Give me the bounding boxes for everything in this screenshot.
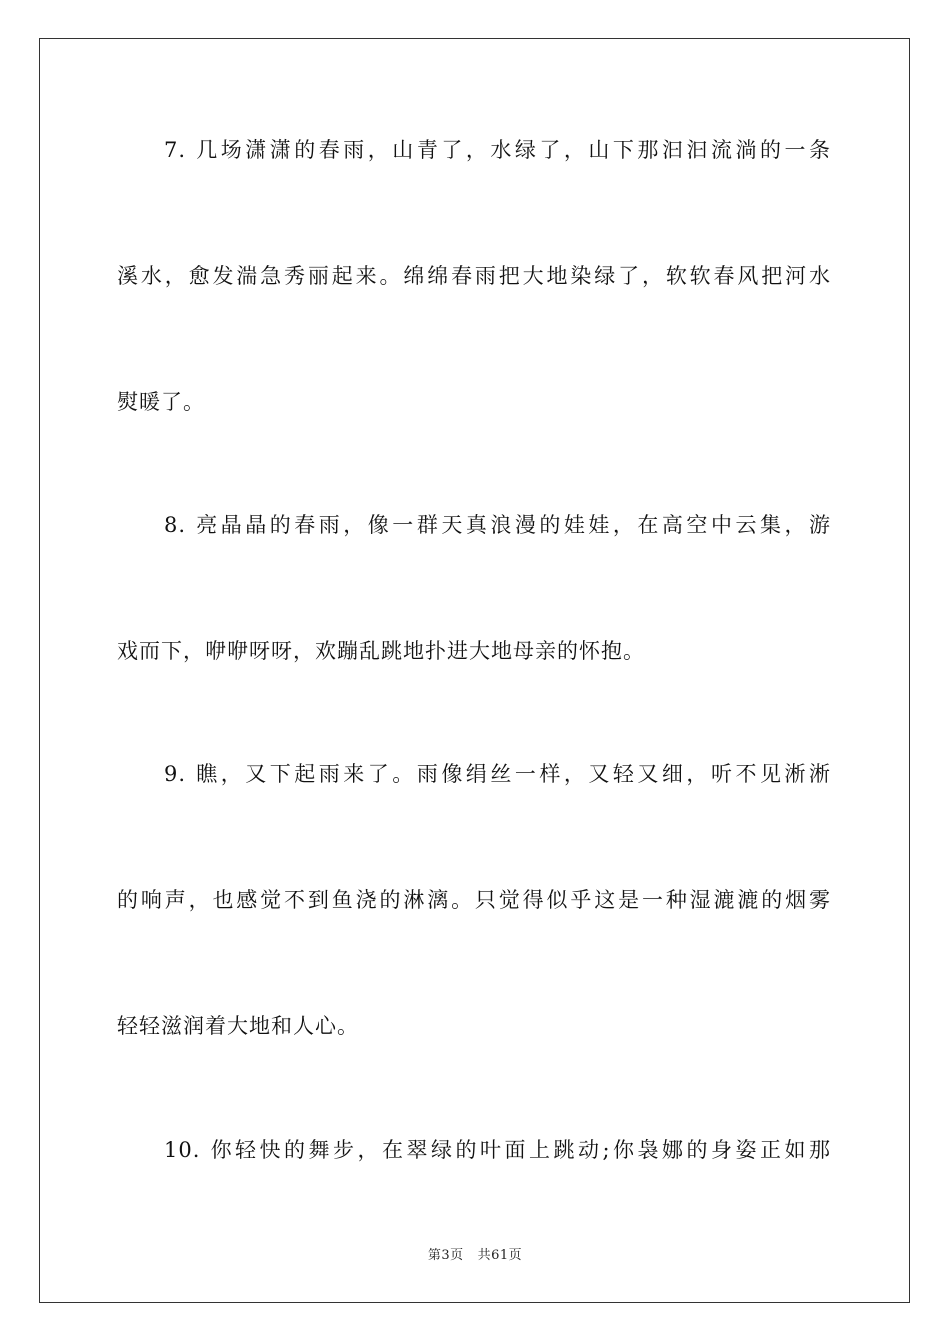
page-number: 第3页 [427, 1248, 464, 1263]
page-footer [0, 1244, 950, 1263]
paragraph-line: 7. 几场潇潇的春雨，山青了，水绿了，山下那汩汩流淌的一条 [164, 138, 831, 162]
paragraph-line: 戏而下，咿咿呀呀，欢蹦乱跳地扑进大地母亲的怀抱。 [117, 639, 645, 663]
paragraph-line: 熨暖了。 [117, 390, 205, 414]
paragraph-line: 溪水，愈发湍急秀丽起来。绵绵春雨把大地染绿了，软软春风把河水 [117, 264, 831, 288]
total-pages: 共61页 [477, 1248, 523, 1263]
paragraph-line: 轻轻滋润着大地和人心。 [117, 1014, 359, 1038]
paragraph-line: 9. 瞧，又下起雨来了。雨像绢丝一样，又轻又细，听不见淅淅 [164, 762, 831, 786]
paragraph-line: 的响声，也感觉不到鱼浇的淋漓。只觉得似乎这是一种湿漉漉的烟雾 [117, 888, 831, 912]
page-border [39, 38, 910, 1303]
paragraph-line: 8. 亮晶晶的春雨，像一群天真浪漫的娃娃，在高空中云集，游 [164, 513, 831, 537]
paragraph-line: 10. 你轻快的舞步，在翠绿的叶面上跳动;你袅娜的身姿正如那 [164, 1138, 831, 1162]
